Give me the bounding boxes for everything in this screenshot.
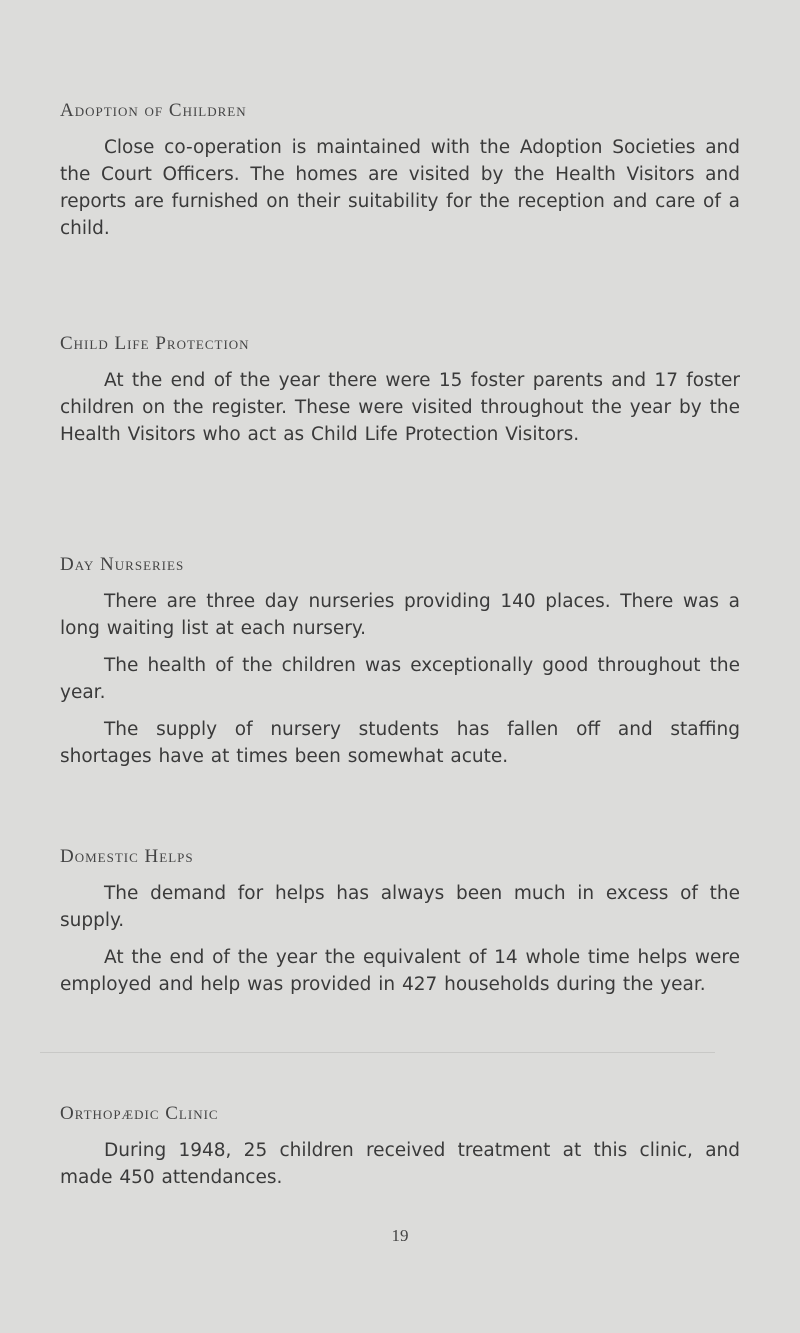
section-heading: Child Life Protection [60, 333, 250, 354]
section-orthopaedic-clinic [60, 1103, 740, 1201]
section-heading: Day Nurseries [60, 554, 185, 575]
paragraph: The demand for helps has always been much in excess of the supply. [60, 883, 740, 931]
paragraph: At the end of the year there were 15 foster parents and 17 foster children on the register. These were visited throughout the year by the Health Visitors who act as Child Life Protection Visitors. [60, 370, 740, 445]
paragraph: The supply of nursery students has fallen off and staffing shortages have at times been somewhat acute. [60, 719, 740, 767]
section-domestic-helps [60, 846, 740, 1008]
divider-line [40, 1052, 715, 1053]
paragraph: Close co-operation is maintained with the Adoption Societies and the Court Officers. The homes are visited by the Health Visitors and reports are furnished on their suitability for the reception and care of a child. [60, 137, 740, 239]
paragraph: There are three day nurseries providing 140 places. There was a long waiting list at each nursery. [60, 591, 740, 639]
paragraph: At the end of the year the equivalent of 14 whole time helps were employed and help was provided in 427 households during the year. [60, 947, 740, 995]
section-day-nurseries [60, 554, 740, 780]
section-child-life-protection [60, 333, 740, 458]
section-heading: Orthopædic Clinic [60, 1103, 219, 1124]
paragraph: During 1948, 25 children received treatment at this clinic, and made 450 attendances. [60, 1140, 740, 1188]
paragraph: The health of the children was exceptionally good throughout the year. [60, 655, 740, 703]
section-heading: Domestic Helps [60, 846, 194, 867]
section-heading: Adoption of Children [60, 100, 247, 121]
page-number: 19 [391, 1226, 409, 1245]
section-adoption-of-children [60, 100, 740, 252]
